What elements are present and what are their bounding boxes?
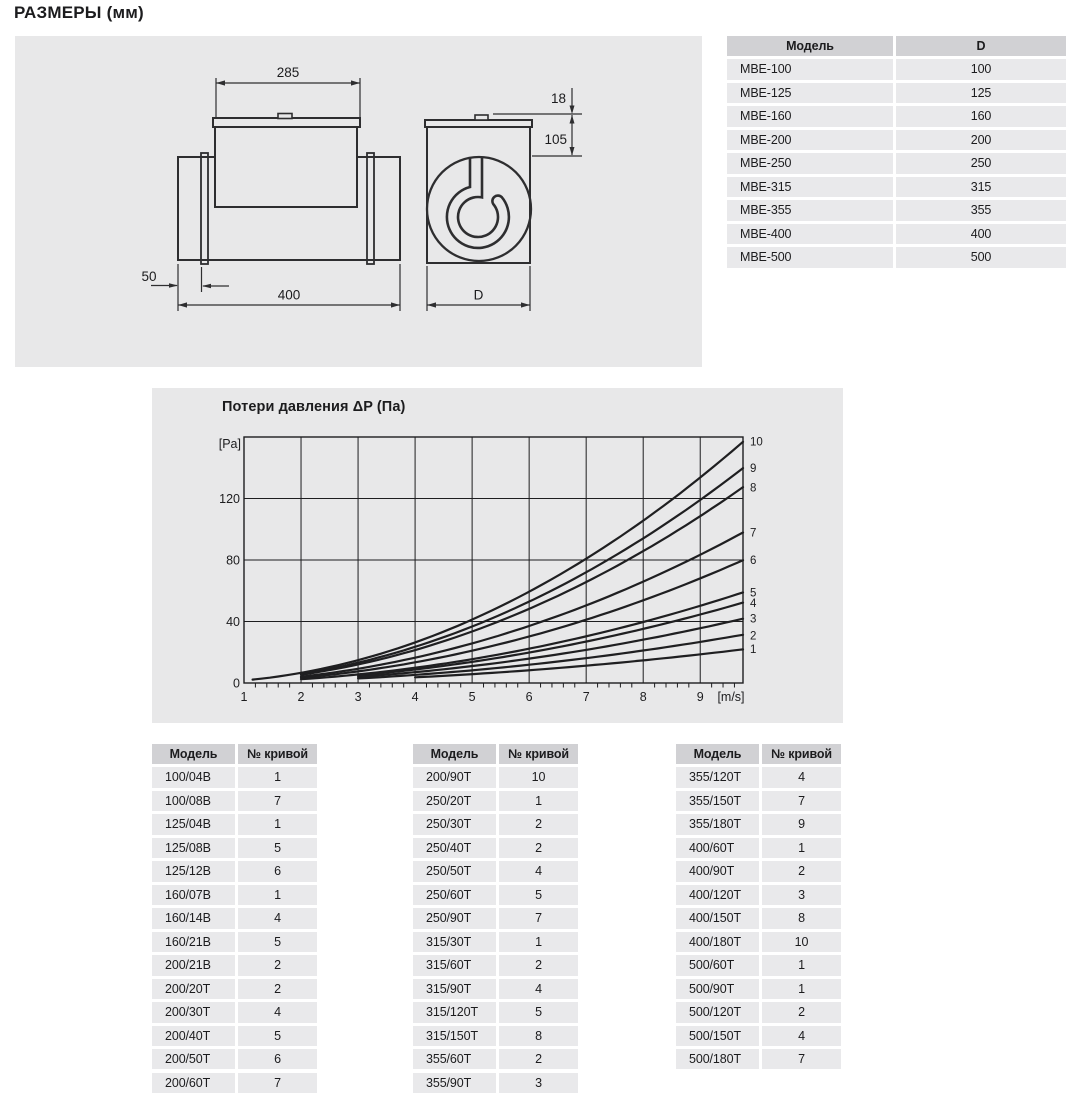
arrowhead [202, 284, 211, 289]
model-cell: 500/90Т [676, 979, 759, 999]
x-tick-label: 7 [582, 690, 590, 704]
value-cell: 5 [499, 885, 578, 905]
table-row [152, 814, 317, 834]
model-cell: 200/40Т [152, 1026, 235, 1046]
y-tick-label: 0 [233, 676, 240, 691]
flange-left [201, 153, 208, 264]
curve-label-2: 2 [750, 630, 757, 643]
arrowhead [178, 302, 187, 307]
table-row [676, 955, 841, 975]
table-row [152, 767, 317, 787]
table-row [676, 814, 841, 834]
value-cell: 7 [762, 1049, 841, 1069]
model-cell: 250/20Т [413, 791, 496, 811]
model-cell: 355/60Т [413, 1049, 496, 1069]
table-row [152, 791, 317, 811]
table-row [152, 1026, 317, 1046]
table-row [676, 1049, 841, 1069]
chart-title: Потери давления ΔP (Па) [222, 399, 406, 415]
model-cell: 125/08В [152, 838, 235, 858]
model-cell: 400/120Т [676, 885, 759, 905]
y-axis-unit-label: [Pa] [218, 437, 241, 451]
value-cell: 1 [238, 814, 317, 834]
value-cell: 7 [762, 791, 841, 811]
y-tick-label: 40 [226, 615, 240, 629]
arrowhead [570, 147, 575, 156]
value-cell: 315 [896, 177, 1066, 197]
table-row [413, 814, 578, 834]
value-cell: 10 [762, 932, 841, 952]
pressure-loss-chart [152, 388, 843, 723]
arrowhead [216, 80, 225, 85]
y-tick-label: 80 [226, 553, 240, 568]
model-cell: 200/30Т [152, 1002, 235, 1022]
value-cell: 2 [499, 955, 578, 975]
pressure-curve-4 [358, 603, 743, 676]
value-cell: 6 [238, 861, 317, 881]
table-row [676, 861, 841, 881]
model-cell: МВЕ-250 [727, 153, 893, 173]
model-cell: МВЕ-160 [727, 106, 893, 126]
value-cell: 1 [499, 791, 578, 811]
table-row [413, 885, 578, 905]
model-cell: 125/04В [152, 814, 235, 834]
model-dimension-table [727, 36, 1066, 271]
value-cell: 9 [762, 814, 841, 834]
table-row [152, 1002, 317, 1022]
table-row [676, 1002, 841, 1022]
table-row [676, 885, 841, 905]
table-row [413, 1002, 578, 1022]
model-cell: 250/90Т [413, 908, 496, 928]
value-cell: 1 [762, 979, 841, 999]
model-cell: 315/90Т [413, 979, 496, 999]
model-cell: 250/40Т [413, 838, 496, 858]
value-cell: 6 [238, 1049, 317, 1069]
value-cell: 3 [762, 885, 841, 905]
value-cell: 2 [238, 955, 317, 975]
table-body [676, 767, 841, 1069]
column-header-model: Модель [727, 36, 893, 56]
value-cell: 3 [499, 1073, 578, 1093]
column-header-model: Модель [676, 744, 759, 764]
model-cell: 500/60Т [676, 955, 759, 975]
value-cell: 5 [238, 838, 317, 858]
x-tick-label: 2 [297, 690, 305, 704]
value-cell: 7 [238, 791, 317, 811]
value-cell: 2 [499, 814, 578, 834]
table-row [413, 791, 578, 811]
value-cell: 5 [238, 1026, 317, 1046]
table-header-row [727, 36, 1066, 56]
terminal-box-lid [213, 118, 360, 127]
curve-table-3 [676, 744, 841, 1073]
model-cell: 355/90Т [413, 1073, 496, 1093]
pressure-loss-chart-panel [152, 388, 843, 723]
value-cell: 7 [499, 908, 578, 928]
model-cell: 250/30Т [413, 814, 496, 834]
value-cell: 1 [762, 838, 841, 858]
table-header-row [152, 744, 317, 764]
flange-right [367, 153, 374, 264]
model-cell: 125/12В [152, 861, 235, 881]
table-row [413, 908, 578, 928]
dim-label-285: 285 [276, 65, 300, 80]
table-row [727, 177, 1066, 197]
arrowhead [351, 80, 360, 85]
x-tick-label: 1 [240, 690, 248, 704]
dim-label-18: 18 [550, 91, 566, 106]
x-axis-unit-label: [m/s] [717, 690, 745, 704]
table-header-row [676, 744, 841, 764]
table-row [727, 200, 1066, 220]
model-cell: 100/08В [152, 791, 235, 811]
value-cell: 5 [238, 932, 317, 952]
arrowhead [169, 283, 178, 288]
model-cell: 160/14В [152, 908, 235, 928]
value-cell: 2 [238, 979, 317, 999]
value-cell: 500 [896, 247, 1066, 267]
model-cell: 315/120Т [413, 1002, 496, 1022]
model-cell: 400/90Т [676, 861, 759, 881]
table-row [676, 791, 841, 811]
dim-label-50: 50 [141, 269, 157, 284]
column-header-model: Модель [152, 744, 235, 764]
arrowhead [570, 106, 575, 115]
table-body [152, 767, 317, 1092]
curve-label-3: 3 [750, 613, 757, 626]
curve-table-2 [413, 744, 578, 1096]
x-tick-label: 8 [639, 690, 647, 704]
table-row [413, 955, 578, 975]
terminal-box [215, 127, 357, 207]
table-row [152, 932, 317, 952]
table-row [413, 1026, 578, 1046]
column-header-curve: № кривой [762, 744, 841, 764]
model-cell: 400/150Т [676, 908, 759, 928]
arrowhead [570, 115, 575, 124]
x-tick-label: 6 [525, 690, 533, 704]
table-row [676, 979, 841, 999]
model-cell: МВЕ-125 [727, 83, 893, 103]
model-cell: 250/50Т [413, 861, 496, 881]
table-row [727, 130, 1066, 150]
table-header-row [413, 744, 578, 764]
value-cell: 4 [499, 979, 578, 999]
model-cell: 315/30Т [413, 932, 496, 952]
value-cell: 250 [896, 153, 1066, 173]
curve-label-7: 7 [750, 527, 757, 540]
column-header-d: D [896, 36, 1066, 56]
table-row [727, 224, 1066, 244]
model-cell: 160/21В [152, 932, 235, 952]
arrowhead [391, 302, 400, 307]
table-row [727, 83, 1066, 103]
value-cell: 2 [499, 838, 578, 858]
table-row [727, 59, 1066, 79]
value-cell: 4 [499, 861, 578, 881]
front-view-lid [425, 120, 532, 127]
model-cell: МВЕ-500 [727, 247, 893, 267]
model-cell: МВЕ-355 [727, 200, 893, 220]
model-cell: 500/120Т [676, 1002, 759, 1022]
model-cell: МВЕ-100 [727, 59, 893, 79]
arrowhead [427, 302, 436, 307]
curve-label-5: 5 [750, 587, 757, 600]
value-cell: 5 [499, 1002, 578, 1022]
table-row [152, 1049, 317, 1069]
table-row [727, 106, 1066, 126]
column-header-curve: № кривой [499, 744, 578, 764]
lid-cap-side [278, 114, 292, 119]
value-cell: 2 [762, 1002, 841, 1022]
value-cell: 4 [238, 1002, 317, 1022]
curve-label-8: 8 [750, 482, 757, 495]
value-cell: 10 [499, 767, 578, 787]
model-cell: 400/180Т [676, 932, 759, 952]
value-cell: 4 [238, 908, 317, 928]
model-cell: 500/180Т [676, 1049, 759, 1069]
column-header-model: Модель [413, 744, 496, 764]
model-cell: 100/04В [152, 767, 235, 787]
table-body [413, 767, 578, 1092]
x-tick-label: 4 [411, 690, 419, 704]
table-row [152, 908, 317, 928]
column-header-curve: № кривой [238, 744, 317, 764]
arrowhead [521, 302, 530, 307]
model-cell: 200/60Т [152, 1073, 235, 1093]
value-cell: 4 [762, 767, 841, 787]
table-row [413, 767, 578, 787]
dimension-drawing [15, 36, 702, 367]
model-cell: 200/21В [152, 955, 235, 975]
table-row [727, 247, 1066, 267]
model-cell: 200/90Т [413, 767, 496, 787]
table-row [413, 1049, 578, 1069]
model-cell: 160/07В [152, 885, 235, 905]
model-cell: 250/60Т [413, 885, 496, 905]
value-cell: 200 [896, 130, 1066, 150]
value-cell: 8 [499, 1026, 578, 1046]
table-row [727, 153, 1066, 173]
value-cell: 1 [238, 767, 317, 787]
value-cell: 2 [762, 861, 841, 881]
table-row [676, 1026, 841, 1046]
y-tick-label: 120 [219, 492, 240, 506]
table-row [152, 955, 317, 975]
model-cell: 355/180Т [676, 814, 759, 834]
dimension-drawing-panel [15, 36, 702, 367]
model-cell: 500/150Т [676, 1026, 759, 1046]
table-row [152, 838, 317, 858]
model-cell: 355/120Т [676, 767, 759, 787]
lid-cap-front [475, 115, 488, 120]
value-cell: 125 [896, 83, 1066, 103]
value-cell: 355 [896, 200, 1066, 220]
table-row [152, 885, 317, 905]
x-tick-label: 9 [696, 690, 704, 704]
heating-element-symbol [447, 158, 509, 248]
curve-label-1: 1 [750, 644, 757, 657]
value-cell: 100 [896, 59, 1066, 79]
model-cell: 315/60Т [413, 955, 496, 975]
dim-label-400: 400 [277, 287, 301, 303]
model-cell: 200/20Т [152, 979, 235, 999]
model-cell: МВЕ-200 [727, 130, 893, 150]
table-row [413, 932, 578, 952]
table-row [152, 979, 317, 999]
table-row [676, 932, 841, 952]
model-cell: 315/150Т [413, 1026, 496, 1046]
table-row [152, 1073, 317, 1093]
table-body [727, 59, 1066, 267]
model-cell: 400/60Т [676, 838, 759, 858]
model-cell: 355/150Т [676, 791, 759, 811]
value-cell: 160 [896, 106, 1066, 126]
curve-label-6: 6 [750, 555, 757, 567]
value-cell: 1 [762, 955, 841, 975]
curve-table-1 [152, 744, 317, 1096]
curve-label-9: 9 [750, 462, 757, 475]
value-cell: 2 [499, 1049, 578, 1069]
table-row [152, 861, 317, 881]
curve-label-10: 10 [750, 436, 763, 449]
table-row [676, 838, 841, 858]
value-cell: 4 [762, 1026, 841, 1046]
model-cell: МВЕ-315 [727, 177, 893, 197]
value-cell: 400 [896, 224, 1066, 244]
value-cell: 7 [238, 1073, 317, 1093]
model-cell: 200/50Т [152, 1049, 235, 1069]
x-tick-label: 3 [354, 690, 362, 704]
value-cell: 1 [238, 885, 317, 905]
table-row [413, 861, 578, 881]
front-view-casing [427, 127, 530, 263]
curve-label-4: 4 [750, 598, 757, 611]
model-cell: МВЕ-400 [727, 224, 893, 244]
table-row [676, 908, 841, 928]
dim-label-105: 105 [544, 132, 567, 147]
value-cell: 1 [499, 932, 578, 952]
table-row [413, 1073, 578, 1093]
table-row [413, 979, 578, 999]
x-tick-label: 5 [468, 690, 476, 704]
table-row [676, 767, 841, 787]
dim-label-D: D [473, 287, 484, 303]
duct-opening-circle [427, 157, 531, 261]
table-row [413, 838, 578, 858]
page-title: РАЗМЕРЫ (мм) [14, 3, 144, 22]
value-cell: 8 [762, 908, 841, 928]
